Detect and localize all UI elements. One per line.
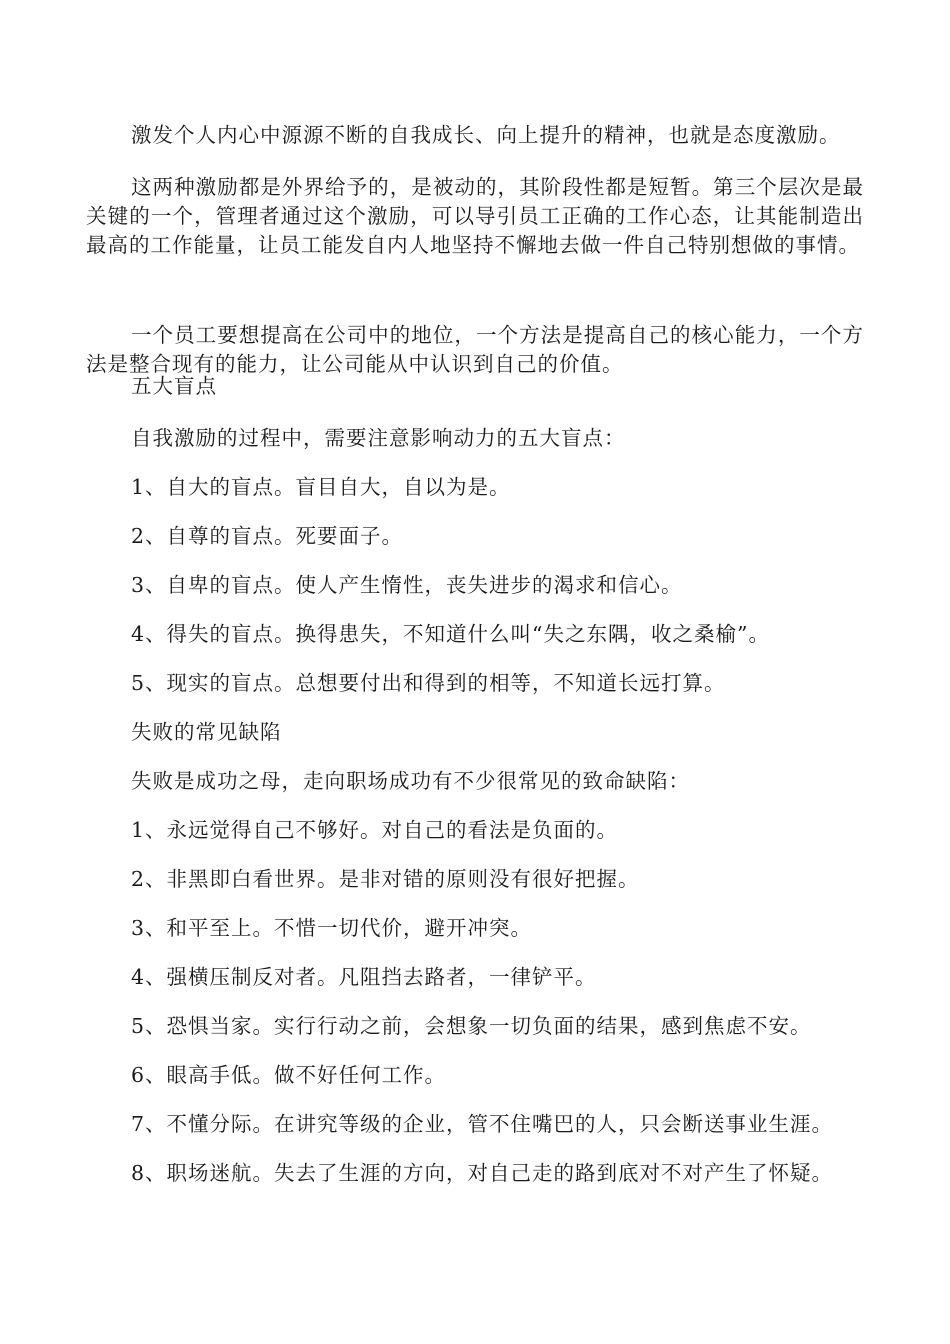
defect-item-6: 6、眼高手低。做不好任何工作。 xyxy=(131,1063,447,1087)
paragraph-employee-position: 一个员工要想提高在公司中的地位，一个方法是提高自己的核心能力，一个方法是整合现有的能力，让公司能从中认识到自己的价值。 xyxy=(86,323,864,376)
section-heading-common-defects: 失败的常见缺陷 xyxy=(131,720,282,744)
defect-item-7: 7、不懂分际。在讲究等级的企业，管不住嘴巴的人，只会断送事业生涯。 xyxy=(131,1112,834,1136)
defect-item-3: 3、和平至上。不惜一切代价，避开冲突。 xyxy=(131,916,533,940)
blind-spot-item-1: 1、自大的盲点。盲目自大，自以为是。 xyxy=(131,475,511,499)
section-heading-five-blind-spots: 五大盲点 xyxy=(131,374,217,398)
paragraph-attitude-motivation: 激发个人内心中源源不断的自我成长、向上提升的精神，也就是态度激励。 xyxy=(131,123,841,147)
blind-spot-item-5: 5、现实的盲点。总想要付出和得到的相等，不知道长远打算。 xyxy=(131,671,726,695)
blind-spot-item-4: 4、得失的盲点。换得患失，不知道什么叫“失之东隅，收之桑榆”。 xyxy=(131,622,771,646)
defect-item-8: 8、职场迷航。失去了生涯的方向，对自己走的路到底对不对产生了怀疑。 xyxy=(131,1161,834,1185)
defect-item-2: 2、非黑即白看世界。是非对错的原则没有很好把握。 xyxy=(131,867,640,891)
defect-item-1: 1、永远觉得自己不够好。对自己的看法是负面的。 xyxy=(131,818,619,842)
paragraph-defects-intro: 失败是成功之母，走向职场成功有不少很常见的致命缺陷： xyxy=(131,769,690,793)
paragraph-blind-spots-intro: 自我激励的过程中，需要注意影响动力的五大盲点： xyxy=(131,426,626,450)
blind-spot-item-3: 3、自卑的盲点。使人产生惰性，丧失进步的渴求和信心。 xyxy=(131,573,683,597)
paragraph-external-motivation: 这两种激励都是外界给予的，是被动的，其阶段性都是短暂。第三个层次是最关键的一个，管理者通过这个激励，可以导引员工正确的工作心态，让其能制造出最高的工作能量，让员工能发自内人地坚持不懈地去做一件自己特别想做的事情。 xyxy=(86,175,864,257)
defect-item-5: 5、恐惧当家。实行行动之前，会想象一切负面的结果，感到焦虑不安。 xyxy=(131,1014,812,1038)
defect-item-4: 4、强横压制反对者。凡阻挡去路者，一律铲平。 xyxy=(131,965,597,989)
blind-spot-item-2: 2、自尊的盲点。死要面子。 xyxy=(131,524,404,548)
